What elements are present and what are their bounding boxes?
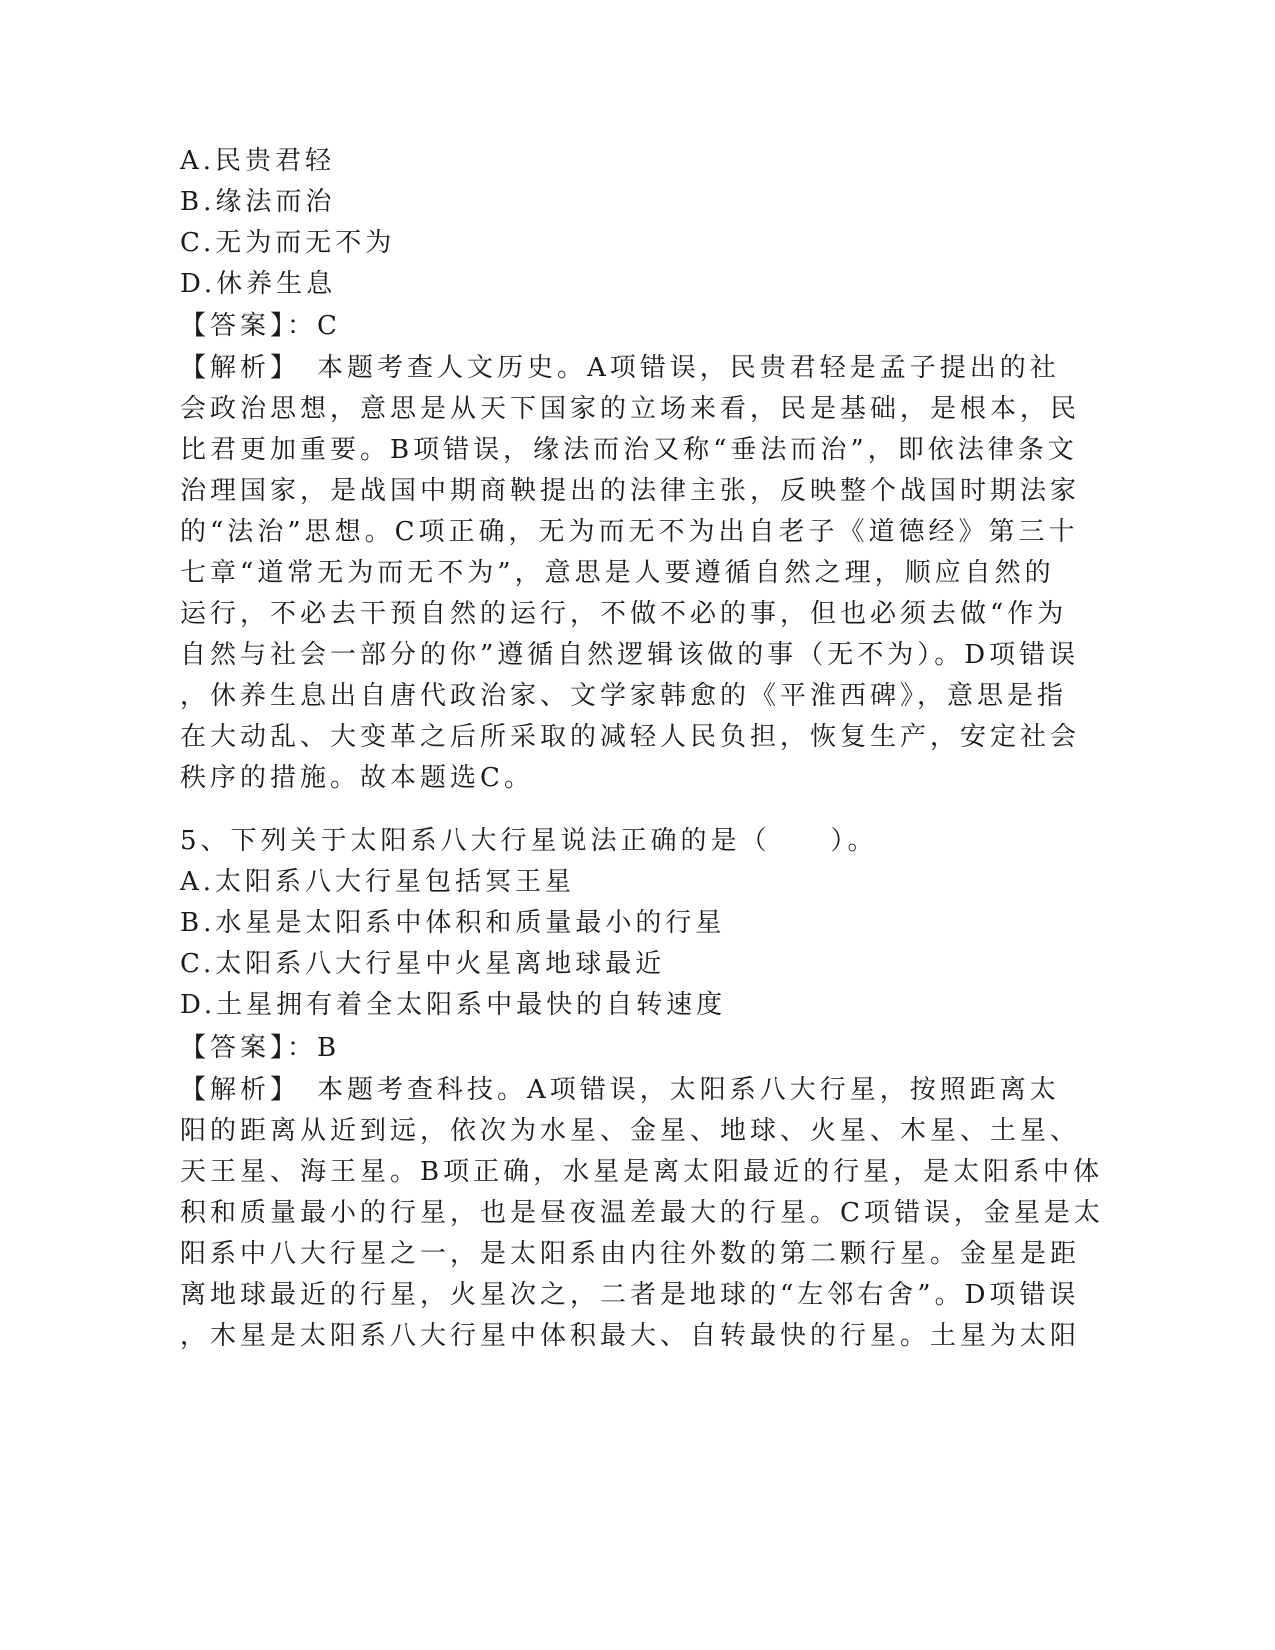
q4-analysis-line: 七章“道常无为而无不为”，意思是人要遵循自然之理，顺应自然的 bbox=[180, 558, 1055, 588]
q4-analysis-line: 秩序的措施。故本题选C。 bbox=[180, 763, 534, 793]
q5-analysis-line: 天王星、海王星。B项正确，水星是离太阳最近的行星，是太阳系中体 bbox=[180, 1157, 1104, 1187]
q4-option-c: C.无为而无不为 bbox=[180, 228, 396, 258]
q5-analysis-line: 积和质量最小的行星，也是昼夜温差最大的行星。C项错误，金星是太 bbox=[180, 1198, 1104, 1228]
q5-analysis-line: 阳系中八大行星之一，是太阳系由内往外数的第二颗行星。金星是距 bbox=[180, 1239, 1081, 1269]
q4-option-a: A.民贵君轻 bbox=[180, 146, 336, 176]
q5-option-d: D.土星拥有着全太阳系中最快的自转速度 bbox=[180, 990, 727, 1020]
q4-analysis-line: 治理国家，是战国中期商鞅提出的法律主张，反映整个战国时期法家 bbox=[180, 476, 1081, 506]
q4-answer: 【答案】：C bbox=[180, 311, 341, 341]
q5-answer: 【答案】：B bbox=[180, 1033, 341, 1063]
q4-analysis-line: 的“法治”思想。C项正确，无为而无不为出自老子《道德经》第三十 bbox=[180, 517, 1079, 547]
q5-analysis-line: 【解析】 本题考查科技。A项错误，太阳系八大行星，按照距离太 bbox=[180, 1075, 1060, 1105]
q4-analysis-line: 运行，不必去干预自然的运行，不做不必的事，但也必须去做“作为 bbox=[180, 599, 1068, 629]
q5-question: 5、下列关于太阳系八大行星说法正确的是（ ）。 bbox=[180, 826, 878, 856]
q4-analysis-line: 比君更加重要。B项错误，缘法而治又称“垂法而治”，即依法律条文 bbox=[180, 435, 1078, 465]
q5-option-c: C.太阳系八大行星中火星离地球最近 bbox=[180, 949, 666, 979]
q4-option-b: B.缘法而治 bbox=[180, 187, 336, 217]
q4-analysis-line: ，休养生息出自唐代政治家、文学家韩愈的《平淮西碑》，意思是指 bbox=[180, 681, 1068, 711]
q5-option-a: A.太阳系八大行星包括冥王星 bbox=[180, 867, 576, 897]
q5-analysis-line: 离地球最近的行星，火星次之，二者是地球的“左邻右舍”。D项错误 bbox=[180, 1280, 1080, 1310]
q4-analysis-line: 自然与社会一部分的你”遵循自然逻辑该做的事（无不为）。D项错误 bbox=[180, 640, 1080, 670]
q5-option-b: B.水星是太阳系中体积和质量最小的行星 bbox=[180, 908, 726, 938]
q5-analysis-line: ，木星是太阳系八大行星中体积最大、自转最快的行星。土星为太阳 bbox=[180, 1321, 1081, 1351]
q4-analysis-line: 会政治思想，意思是从天下国家的立场来看，民是基础，是根本，民 bbox=[180, 394, 1081, 424]
q4-analysis-line: 在大动乱、大变革之后所采取的减轻人民负担，恢复生产，安定社会 bbox=[180, 722, 1081, 752]
q5-analysis-line: 阳的距离从近到远，依次为水星、金星、地球、火星、木星、土星、 bbox=[180, 1116, 1081, 1146]
q4-option-d: D.休养生息 bbox=[180, 269, 337, 299]
q4-analysis-line: 【解析】 本题考查人文历史。A项错误，民贵君轻是孟子提出的社 bbox=[180, 353, 1060, 383]
